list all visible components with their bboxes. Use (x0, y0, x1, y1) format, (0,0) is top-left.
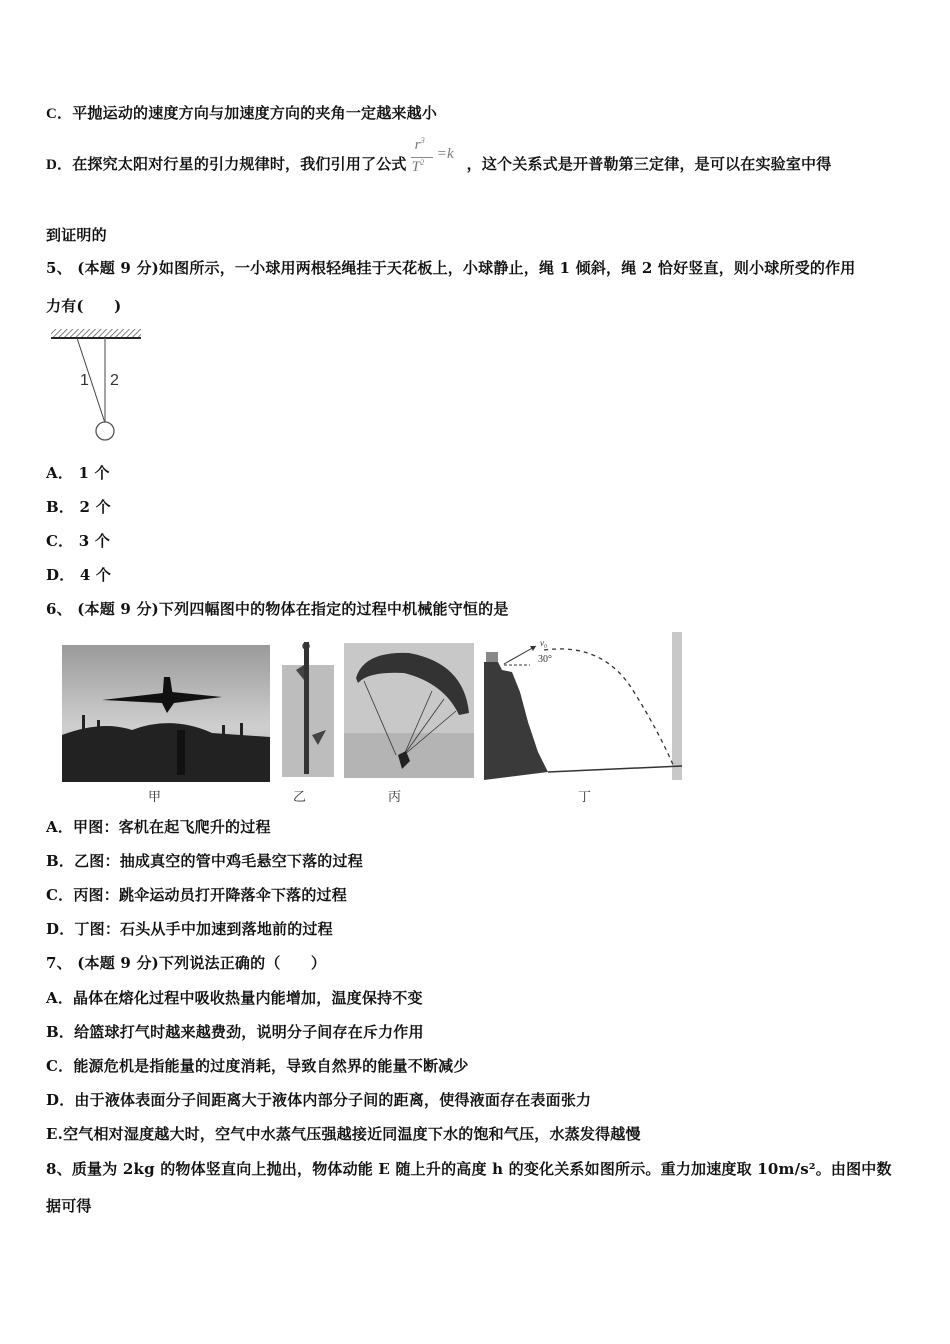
q7-option-c (46, 1055, 469, 1076)
option-text: 平抛运动的速度方向与加速度方向的夹角一定越来越小 (72, 104, 438, 122)
q8-stem-line1: 8、质量为 2kg 的物体竖直向上抛出，物体动能 E 随上升的高度 h 的变化关系如图所示。重力加速度取 10m/s²。由图中数 (46, 1160, 892, 1178)
option-text: 2 个 (79, 498, 111, 516)
q6-caption-ding: 丁 (578, 790, 592, 805)
q5-option-a (46, 462, 110, 483)
option-label: D． (46, 1091, 75, 1109)
formula-rhs: =k (436, 146, 454, 162)
option-label: C． (46, 106, 73, 122)
ceiling-hatch (51, 329, 141, 337)
option-text: 能源危机是指能量的过度消耗，导致自然界的能量不断减少 (73, 1057, 469, 1075)
tube (304, 642, 309, 774)
rope-1-label: 1 (80, 372, 89, 389)
option-label: C． (46, 1057, 74, 1075)
option-label: B． (46, 852, 75, 870)
option-label: A． (46, 989, 74, 1007)
option-label: D． (46, 920, 75, 938)
q5-option-d (46, 564, 111, 585)
rope-2-label: 2 (110, 372, 119, 389)
option-text: 1 个 (78, 464, 110, 482)
formula-denominator-exp: 2 (420, 158, 425, 167)
q6-option-b (46, 850, 363, 871)
q7-option-e (46, 1123, 641, 1144)
q5-stem-line1: 5、 (本题 9 分)如图所示，一小球用两根轻绳挂于天花板上，小球静止，绳 1 倾斜，绳 2 恰好竖直，则小球所受的作用 (46, 259, 856, 277)
option-label: D． (46, 566, 75, 584)
q7-stem: 7、 (本题 9 分)下列说法正确的（ ） (46, 954, 327, 972)
option-label: E. (46, 1125, 64, 1143)
q6-figure-jia-airplane (62, 645, 270, 782)
q7-option-d (46, 1089, 591, 1110)
q8-stem-line2: 据可得 (46, 1197, 92, 1215)
q4-option-c (46, 102, 437, 123)
ball (96, 422, 114, 440)
q6-option-d (46, 918, 333, 939)
option-text: 4 个 (79, 566, 112, 584)
q5-option-c (46, 530, 110, 551)
kepler-formula (409, 138, 465, 178)
v0-label: v₀ (540, 638, 548, 648)
option-text: 在探究太阳对行星的引力规律时，我们引用了公式 (72, 155, 407, 173)
formula-numerator-exp: 3 (420, 136, 425, 145)
q5-hanging-ball-figure (48, 325, 148, 445)
q5-stem-line2: 力有( ) (46, 297, 122, 315)
option-label: A． (46, 464, 74, 482)
option-text: 由于液体表面分子间距离大于液体内部分子间的距离，使得液面存在表面张力 (74, 1091, 592, 1109)
option-label: C． (46, 886, 74, 904)
option-label: C． (46, 532, 74, 550)
option-text: 乙图：抽成真空的管中鸡毛悬空下落的过程 (74, 852, 363, 870)
q6-figure-ding-projectile (484, 632, 682, 780)
q6-option-c (46, 884, 347, 905)
option-text: 3 个 (78, 532, 111, 550)
q6-caption-jia: 甲 (148, 790, 162, 805)
q6-stem: 6、 (本题 9 分)下列四幅图中的物体在指定的过程中机械能守恒的是 (46, 600, 509, 618)
option-text: 给篮球打气时越来越费劲，说明分子间存在斥力作用 (74, 1023, 424, 1041)
q6-caption-bing: 丙 (388, 790, 402, 805)
q6-caption-yi: 乙 (293, 790, 307, 805)
angle-label: 30° (538, 654, 552, 665)
option-text: 空气相对湿度越大时，空气中水蒸气压强越接近同温度下水的饱和气压，水蒸发得越慢 (63, 1125, 641, 1143)
option-text: 丁图：石头从手中加速到落地前的过程 (74, 920, 333, 938)
q7-option-b (46, 1021, 424, 1042)
q6-figure-bing-parachute (344, 643, 474, 778)
q4-option-d-continuation: 到证明的 (46, 226, 107, 244)
option-text-after: ，这个关系式是开普勒第三定律，是可以在实验室中得 (466, 155, 832, 173)
q6-figure-yi-vacuum-tube (282, 640, 334, 777)
option-label: A． (46, 818, 74, 836)
formula-numerator: r (414, 137, 421, 153)
q5-option-b (46, 496, 111, 517)
option-label: B． (46, 1023, 75, 1041)
option-text: 甲图：客机在起飞爬升的过程 (73, 818, 271, 836)
option-text: 丙图：跳伞运动员打开降落伞下落的过程 (73, 886, 347, 904)
option-label: B． (46, 498, 75, 516)
q6-option-a (46, 816, 271, 837)
q7-option-a (46, 987, 423, 1008)
formula-denominator: T (411, 159, 421, 175)
q4-option-d (46, 136, 832, 178)
option-label: D． (46, 157, 73, 173)
option-text: 晶体在熔化过程中吸收热量内能增加，温度保持不变 (73, 989, 423, 1007)
